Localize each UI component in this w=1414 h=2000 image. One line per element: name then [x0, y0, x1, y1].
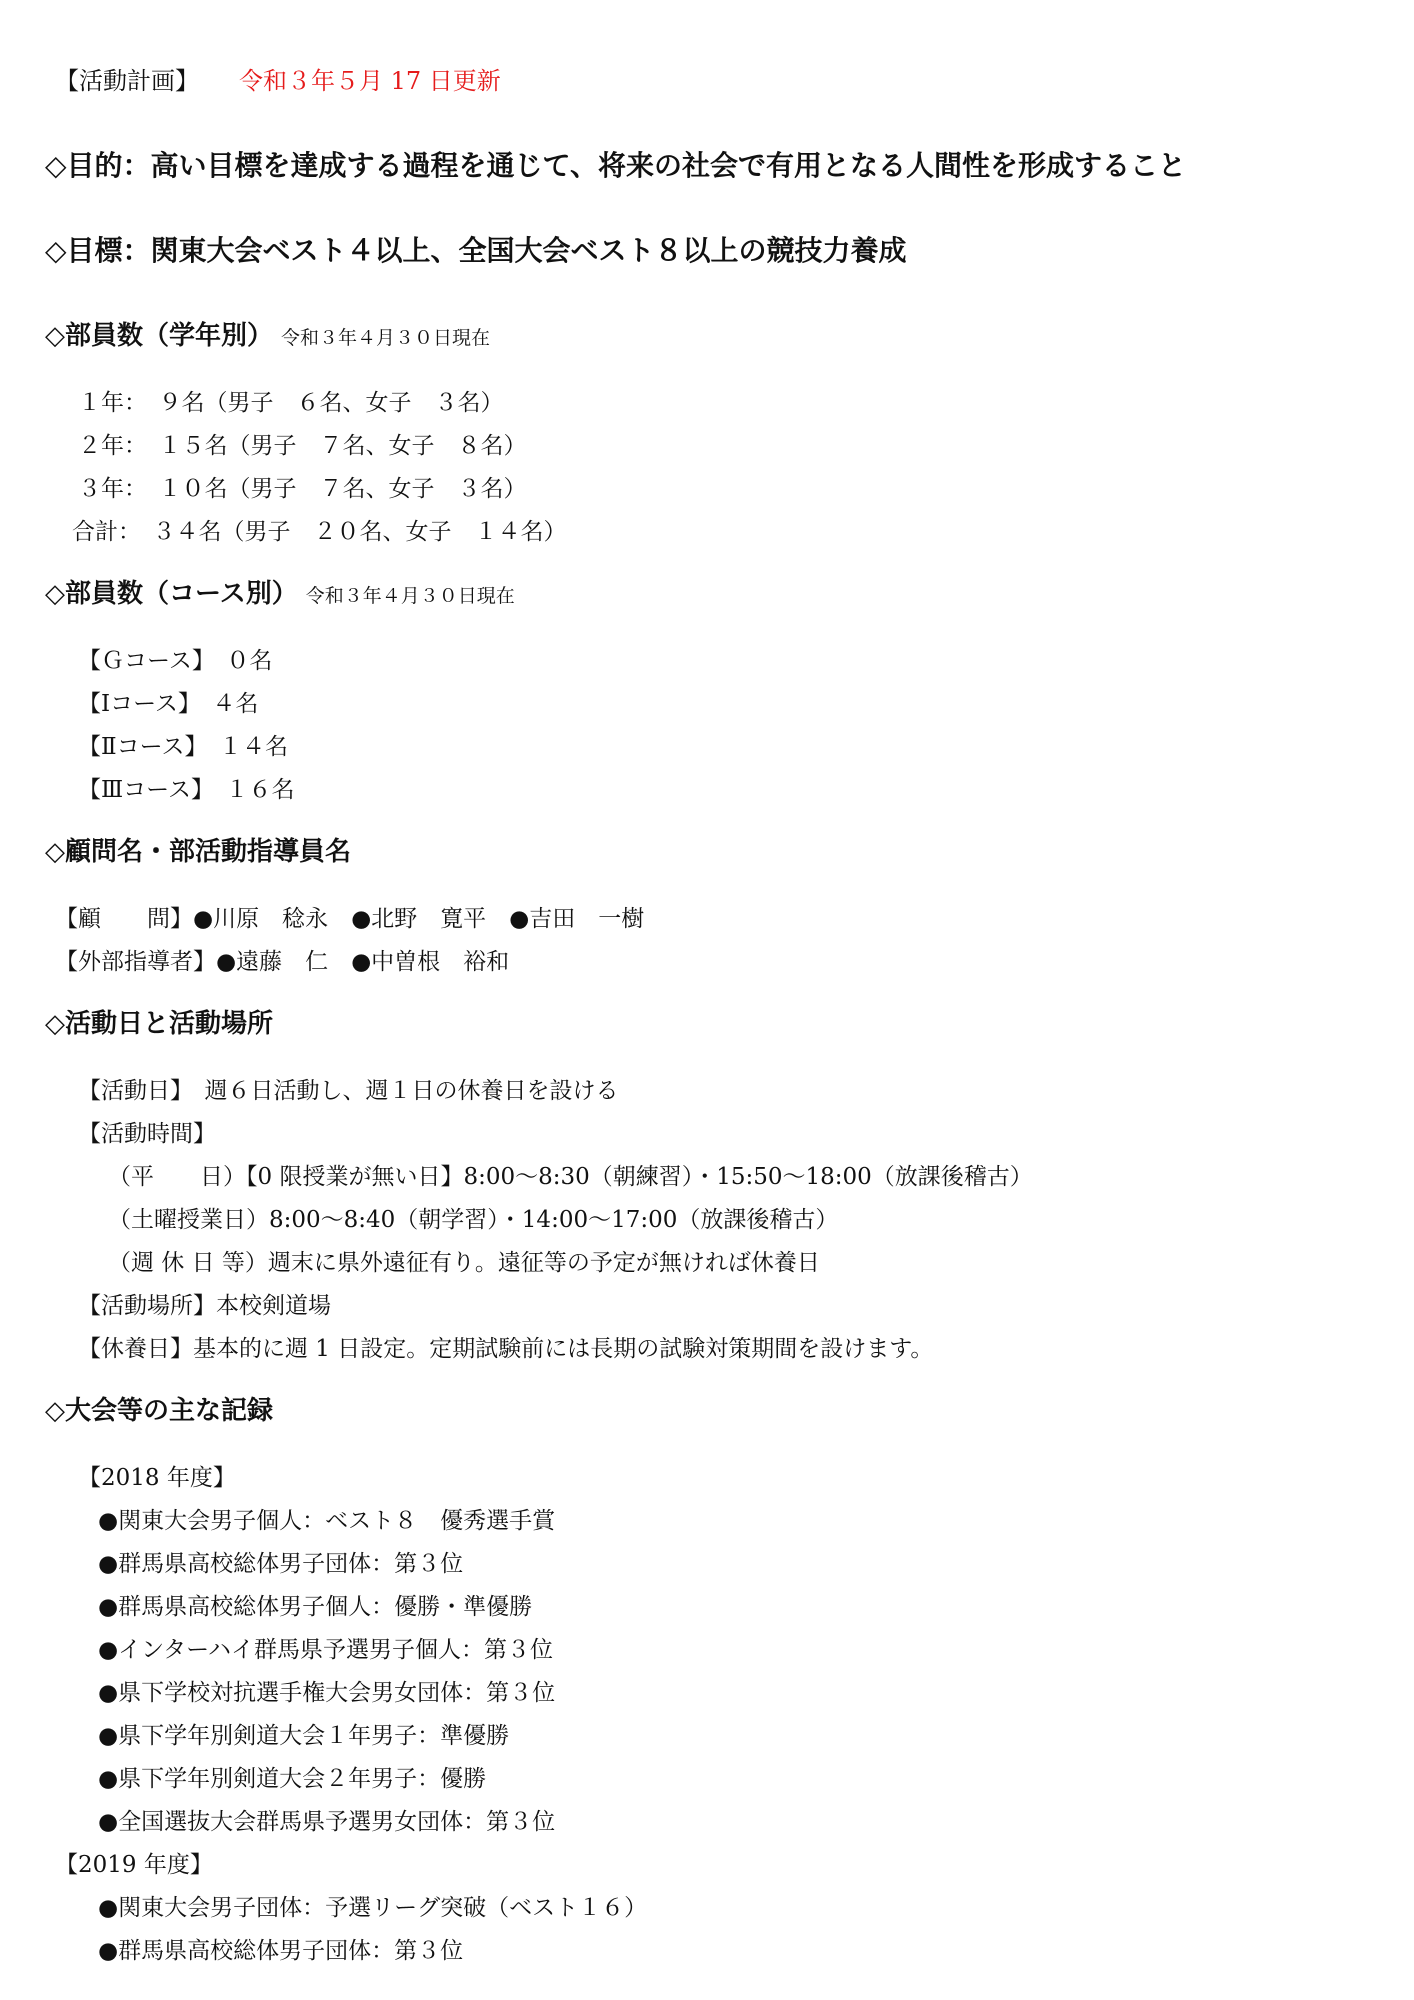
members-by-course-title: ◇部員数（コース別）	[45, 579, 298, 609]
activity-place: 【活動場所】本校剣道場	[78, 1293, 331, 1319]
record-2018-item: ●県下学年別剣道大会２年男子：優勝	[98, 1766, 487, 1792]
grade-row-2: ２年： １５名（男子 ７名、女子 ８名）	[78, 433, 527, 459]
record-2018-item: ●群馬県高校総体男子団体：第３位	[98, 1551, 464, 1577]
members-by-grade-heading	[45, 322, 490, 352]
record-2019-item: ●関東大会男子団体：予選リーグ突破（ベスト１６）	[98, 1895, 648, 1921]
record-2018-item: ●県下学年別剣道大会１年男子：準優勝	[98, 1723, 510, 1749]
record-2018-item: ●全国選抜大会群馬県予選男女団体：第３位	[98, 1809, 556, 1835]
record-2019-item: ●群馬県高校総体男子団体：第３位	[98, 1938, 464, 1964]
hours-weekend: （週 休 日 等）週末に県外遠征有り。遠征等の予定が無ければ休養日	[108, 1250, 820, 1276]
grade-row-1: １年： ９名（男子 ６名、女子 ３名）	[78, 390, 504, 416]
course-row-1: 【Ⅰコース】 ４名	[78, 691, 259, 717]
course-row-3: 【Ⅲコース】 １６名	[78, 777, 295, 803]
record-2018-item: ●群馬県高校総体男子個人：優勝・準優勝	[98, 1594, 533, 1620]
members-by-course-heading	[45, 580, 515, 610]
members-by-grade-title: ◇部員数（学年別）	[45, 321, 273, 351]
hours-weekday: （平 日）【0 限授業が無い日】8:00～8:30（朝練習）・15:50～18:00（放課後稽古）	[108, 1164, 1033, 1190]
hours-saturday: （土曜授業日）8:00～8:40（朝学習）・14:00～17:00（放課後稽古）	[108, 1207, 839, 1233]
members-by-course-date: 令和３年４月３０日現在	[305, 585, 515, 607]
activity-days: 【活動日】 週６日活動し、週１日の休養日を設ける	[78, 1078, 619, 1104]
members-by-grade-date: 令和３年４月３０日現在	[281, 327, 491, 349]
purpose-heading: ◇目的：高い目標を達成する過程を通じて、将来の社会で有用となる人間性を形成すること	[45, 149, 1186, 182]
grade-row-3: ３年： １０名（男子 ７名、女子 ３名）	[78, 476, 527, 502]
goal-heading: ◇目標：関東大会ベスト４以上、全国大会ベスト８以上の競技力養成	[45, 234, 907, 267]
record-2018-item: ●県下学校対抗選手権大会男女団体：第３位	[98, 1680, 556, 1706]
activity-hours-label: 【活動時間】	[78, 1121, 216, 1147]
grade-row-total: 合計： ３４名（男子 ２０名、女子 １４名）	[72, 519, 567, 545]
rest-day: 【休養日】基本的に週 1 日設定。定期試験前には長期の試験対策期間を設けます。	[78, 1336, 934, 1362]
year-2018-label: 【2018 年度】	[78, 1465, 236, 1491]
document-title: 【活動計画】	[55, 67, 199, 95]
staff-heading: ◇顧問名・部活動指導員名	[45, 837, 351, 867]
year-2019-label: 【2019 年度】	[55, 1852, 213, 1878]
records-heading: ◇大会等の主な記録	[45, 1396, 273, 1426]
advisors-row: 【顧 問】●川原 稔永 ●北野 寛平 ●吉田 一樹	[55, 906, 645, 932]
document-header	[55, 68, 501, 96]
external-coaches-row: 【外部指導者】●遠藤 仁 ●中曽根 裕和	[55, 949, 510, 975]
course-row-2: 【Ⅱコース】 １４名	[78, 734, 288, 760]
record-2018-item: ●関東大会男子個人：ベスト８ 優秀選手賞	[98, 1508, 556, 1534]
update-date: 令和３年５月 17 日更新	[239, 67, 501, 95]
course-row-g: 【Ｇコース】 ０名	[78, 648, 273, 674]
activity-heading: ◇活動日と活動場所	[45, 1009, 273, 1039]
record-2018-item: ●インターハイ群馬県予選男子個人：第３位	[98, 1637, 553, 1663]
